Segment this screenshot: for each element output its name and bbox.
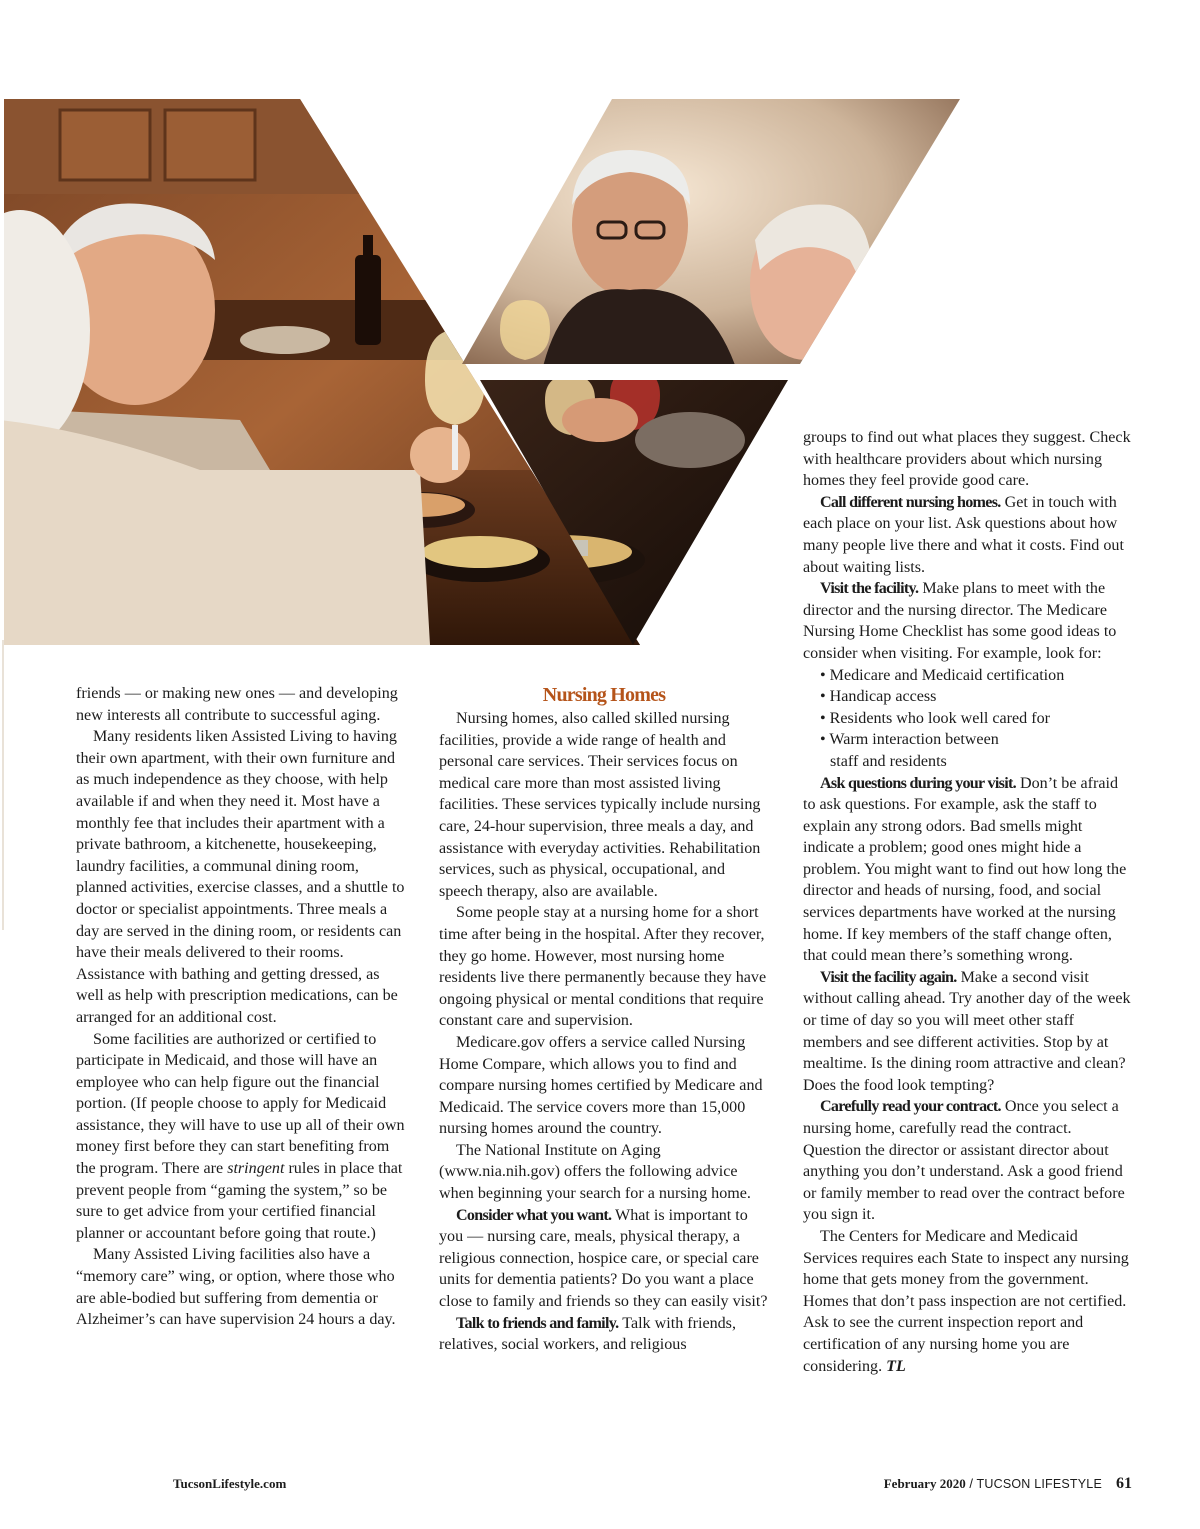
section-heading: Nursing Homes [542, 684, 666, 706]
emphasis-text: stringent [227, 1160, 285, 1178]
checklist-item: • Residents who look well cared for [820, 709, 1050, 727]
checklist-item-continuation [820, 751, 1133, 773]
run-in-heading: Talk to friends and family. [456, 1314, 619, 1332]
page-number: 61 [1116, 1475, 1132, 1492]
paragraph-text: Make a second visit without calling ahead. Try another day of the week or time of day so you will meet other staff members and see different activities. Stop by at mealtime. Is the dining room attractive and clean? Does the food look tempting? [803, 968, 1131, 1094]
paragraph-text: Once you select a nursing home, carefully read the contract. Question the director or assistant director about anything you don’t understand. Ask a good friend or family member to read over the contract before you sign it. [803, 1098, 1125, 1224]
paragraph [803, 773, 1133, 967]
footer-separator: / [965, 1476, 977, 1491]
paragraph: The National Institute on Aging (www.nia.nih.gov) offers the following advice when beginning your search for a nursing home. [439, 1141, 751, 1203]
paragraph-text: Talk with friends, relatives, social workers, and religious [439, 1314, 736, 1354]
run-in-heading: Visit the facility again. [820, 968, 957, 986]
paragraph: Many residents liken Assisted Living to having their own apartment, with their own furniture and as much independence as they choose, with help available if and when they need it. Most have a monthly fee that includes their apartment with a private bathroom, a kitchenette, housekeeping, laundry facilities, a communal dining room, planned activities, exercise classes, and a shuttle to doctor or specialist appointments. Three meals a day are served in the dining room, or residents can have their meals delivered to their rooms. Assistance with bathing and getting dressed, as well as help with prescription medications, can be arranged for an additional cost. [76, 728, 405, 1026]
photo-left-kitchen-toast [0, 99, 660, 650]
paragraph: Nursing homes, also called skilled nursing facilities, provide a wide range of health and personal care services. Their services focus on medical care more than most assisted living facilities. These services typically include nursing care, 24-hour supervision, three meals a day, and assistance with everyday activities. Rehabilitation services, such as physical, occupational, and speech therapy, also are available. [439, 710, 761, 900]
article-column-3 [803, 427, 1133, 1377]
paragraph [803, 967, 1133, 1097]
run-in-heading: Carefully read your contract. [820, 1098, 1001, 1116]
footer-magazine-name: TUCSON LIFESTYLE [976, 1477, 1102, 1491]
paragraph-text: Some facilities are authorized or certified to participate in Medicaid, and those will have an employee who can help figure out the financial portion. (If people choose to apply for Medicaid assistance, they will have to use up all of their own money first before they can start benefiting from the program. There are [76, 1030, 405, 1178]
footer-folio [884, 1476, 1132, 1492]
paragraph [803, 492, 1133, 578]
paragraph: groups to find out what places they suggest. Check with healthcare providers about which nursing homes they feel provide good care. [803, 429, 1131, 490]
left-edge-rule [2, 640, 4, 930]
paragraph: Medicare.gov offers a service called Nursing Home Compare, which allows you to find and compare nursing homes certified by Medicare and Medicaid. The service covers more than 15,000 nursing homes around the country. [439, 1033, 763, 1138]
article-column-1 [76, 683, 406, 1331]
checklist-item: • Medicare and Medicaid certification [820, 666, 1065, 684]
paragraph [439, 1205, 769, 1313]
end-mark: TL [886, 1357, 906, 1375]
checklist-item: • Warm interaction between [820, 731, 999, 749]
run-in-heading: Visit the facility. [820, 580, 919, 598]
paragraph: friends — or making new ones — and developing new interests all contribute to successful aging. [76, 685, 398, 724]
paragraph [76, 1029, 406, 1245]
paragraph: Many Assisted Living facilities also have a “memory care” wing, or option, where those who are able-bodied but suffering from dementia or Alzheimer’s can have supervision 24 hours a day. [76, 1246, 396, 1329]
paragraph [439, 1313, 769, 1356]
paragraph: Some people stay at a nursing home for a short time after being in the hospital. After they recover, they go home. However, most nursing home residents live there permanently because they have ongoing physical or mental conditions that require constant care and supervision. [439, 904, 767, 1030]
paragraph-text: Make plans to meet with the director and the nursing director. The Medicare Nursing Home Checklist has some good ideas to consider when visiting. For example, look for: [803, 580, 1117, 662]
paragraph [803, 1226, 1133, 1377]
checklist [803, 665, 1133, 773]
checklist-continuation-text: staff and residents [830, 752, 947, 770]
run-in-heading: Ask questions during your visit. [820, 774, 1016, 792]
paragraph [803, 578, 1133, 664]
run-in-heading: Consider what you want. [456, 1206, 612, 1224]
paragraph-text: What is important to you — nursing care, meals, physical therapy, a religious connection, hospice care, or special care units for dementia patients? Do you want a place close to family and friends so they can easily visit? [439, 1206, 768, 1311]
paragraph-text: Don’t be afraid to ask questions. For example, ask the staff to explain any strong odors. Bad smells might indicate a problem; good ones might hide a problem. You might want to find out how long the director and heads of nursing, food, and social services departments have worked at the nursing home. If key members of the staff change often, that could mean there’s something wrong. [803, 774, 1127, 965]
footer-website: TucsonLifestyle.com [173, 1476, 287, 1491]
paragraph [803, 1096, 1133, 1226]
footer-date: February 2020 [883, 1476, 966, 1491]
article-column-2 [439, 683, 769, 1356]
paragraph-text: Get in touch with each place on your list. Ask questions about how many people live there and what it costs. Find out about waiting lists. [803, 493, 1124, 576]
run-in-heading: Call different nursing homes. [820, 493, 1001, 511]
paragraph-text: rules in place that prevent people from “gaming the system,” so be sure to get advice from your certified financial planner or accountant before going that route.) [76, 1160, 403, 1242]
photo-top-smiling-couple [440, 90, 980, 380]
checklist-item: • Handicap access [820, 688, 937, 706]
paragraph-text: The Centers for Medicare and Medicaid Services requires each State to inspect any nursing home that gets money from the government. Homes that don’t pass inspection are not certified. Ask to see the current inspection report and certification of any nursing home you are considering. [803, 1227, 1129, 1375]
